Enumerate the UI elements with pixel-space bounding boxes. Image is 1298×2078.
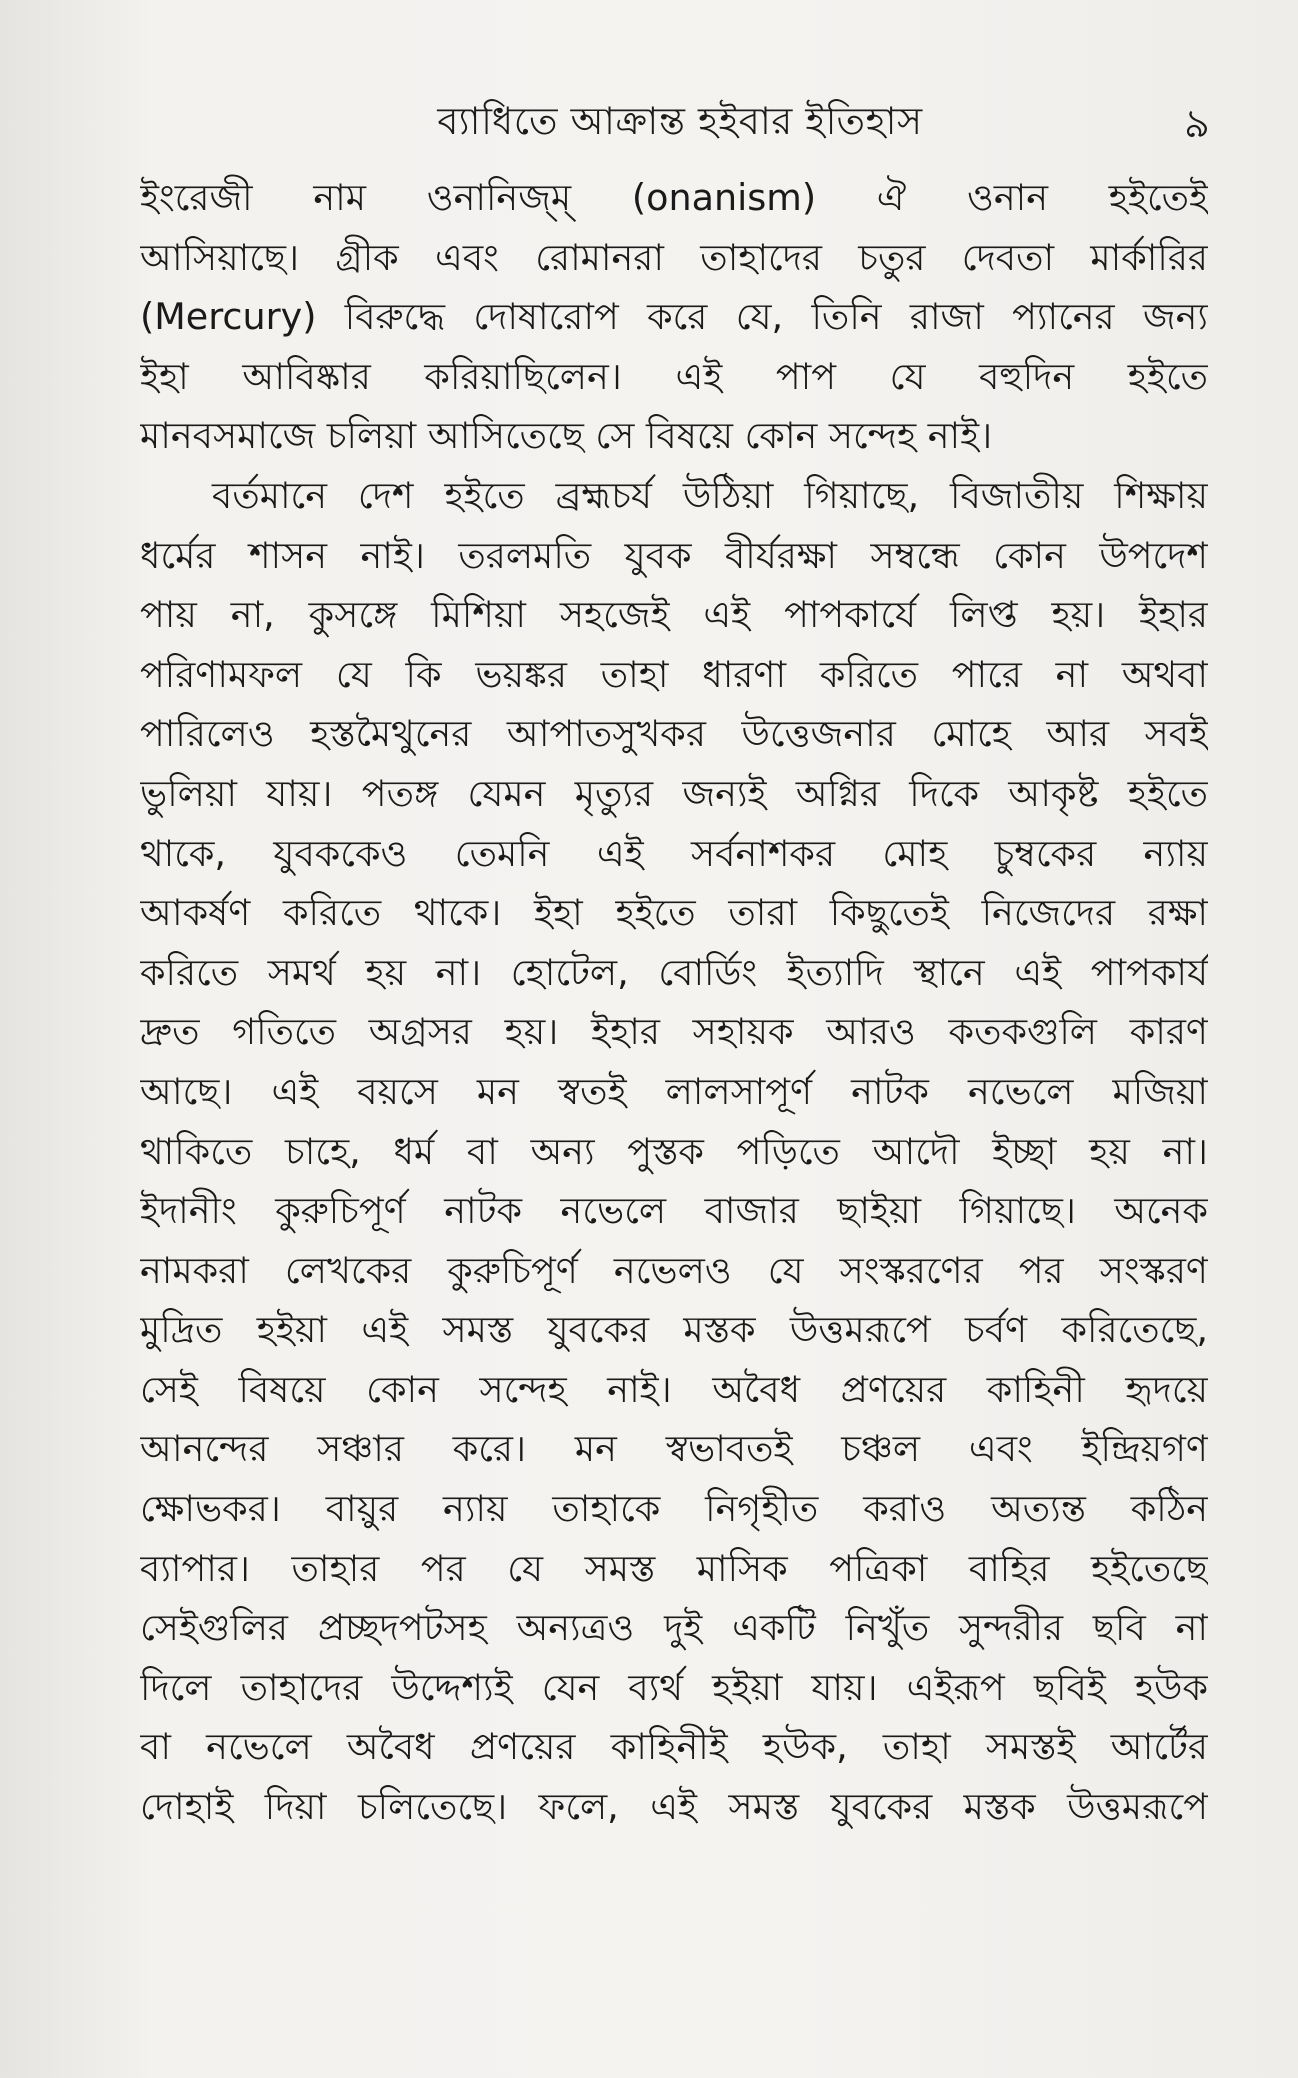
- text-line: ক্ষোভকর। বায়ুর ন্যায় তাহাকে নিগৃহীত করাও অত্যন্ত কঠিন: [140, 1487, 1208, 1531]
- text-line: দোহাই দিয়া চলিতেছে। ফলে, এই সমস্ত যুবকের মস্তক উত্তমরূপে: [140, 1785, 1208, 1829]
- text-line: (Mercury) বিরুদ্ধে দোষারোপ করে যে, তিনি রাজা প্যানের জন্য: [140, 295, 1208, 339]
- paragraph: [140, 466, 1208, 1837]
- running-head: ব্যাধিতে আক্রান্ত হইবার ইতিহাস: [437, 99, 923, 143]
- text-line: আনন্দের সঞ্চার করে। মন স্বভাবতই চঞ্চল এবং ইন্দ্রিয়গণ: [140, 1427, 1208, 1471]
- text-line: ব্যাপার। তাহার পর যে সমস্ত মাসিক পত্রিকা বাহির হইতেছে: [140, 1546, 1208, 1590]
- page-header: [150, 92, 1210, 152]
- text-line: দ্রুত গতিতে অগ্রসর হয়। ইহার সহায়ক আরও কতকগুলি কারণ: [140, 1010, 1208, 1054]
- text-line: পরিণামফল যে কি ভয়ঙ্কর তাহা ধারণা করিতে পারে না অথবা: [140, 652, 1208, 696]
- text-line: আছে। এই বয়সে মন স্বতই লালসাপূর্ণ নাটক নভেলে মজিয়া: [140, 1069, 1208, 1113]
- body-text: [140, 168, 1208, 1837]
- text-line: বা নভেলে অবৈধ প্রণয়ের কাহিনীই হউক, তাহা সমস্তই আর্টের: [140, 1725, 1208, 1769]
- text-line: ইহা আবিষ্কার করিয়াছিলেন। এই পাপ যে বহুদিন হইতে: [140, 354, 1208, 398]
- text-line: থাকিতে চাহে, ধর্ম বা অন্য পুস্তক পড়িতে আদৌ ইচ্ছা হয় না।: [140, 1129, 1208, 1173]
- text-line: করিতে সমর্থ হয় না। হোটেল, বোর্ডিং ইত্যাদি স্থানে এই পাপকার্য: [140, 950, 1208, 994]
- text-line: ভুলিয়া যায়। পতঙ্গ যেমন মৃত্যুর জন্যই অগ্নির দিকে আকৃষ্ট হইতে: [140, 771, 1208, 815]
- text-line: ইদানীং কুরুচিপূর্ণ নাটক নভেলে বাজার ছাইয়া গিয়াছে। অনেক: [140, 1189, 1208, 1233]
- text-line: মুদ্রিত হইয়া এই সমস্ত যুবকের মস্তক উত্তমরূপে চর্বণ করিতেছে,: [140, 1308, 1208, 1352]
- text-line: ইংরেজী নাম ওনানিজ্‌ম্ (onanism) ঐ ওনান হইতেই: [140, 176, 1208, 219]
- text-line: বর্তমানে দেশ হইতে ব্রহ্মচর্য উঠিয়া গিয়াছে, বিজাতীয় শিক্ষায়: [212, 473, 1208, 517]
- text-line: মানবসমাজে চলিয়া আসিতেছে সে বিষয়ে কোন সন্দেহ নাই।: [140, 414, 993, 458]
- text-line: সেই বিষয়ে কোন সন্দেহ নাই। অবৈধ প্রণয়ের কাহিনী হৃদয়ে: [140, 1367, 1208, 1411]
- text-line: পায় না, কুসঙ্গে মিশিয়া সহজেই এই পাপকার্যে লিপ্ত হয়। ইহার: [140, 593, 1208, 637]
- text-line: ধর্মের শাসন নাই। তরলমতি যুবক বীর্যরক্ষা সম্বন্ধে কোন উপদেশ: [140, 533, 1208, 577]
- text-line: পারিলেও হস্তমৈথুনের আপাতসুখকর উত্তেজনার মোহে আর সবই: [140, 712, 1208, 756]
- text-line: দিলে তাহাদের উদ্দেশ্যই যেন ব্যর্থ হইয়া যায়। এইরূপ ছবিই হউক: [140, 1665, 1208, 1709]
- text-line: আকর্ষণ করিতে থাকে। ইহা হইতে তারা কিছুতেই নিজেদের রক্ষা: [140, 891, 1208, 935]
- text-line: থাকে, যুবককেও তেমনি এই সর্বনাশকর মোহ চুম্বকের ন্যায়: [140, 831, 1208, 875]
- page-number: ৯: [1184, 101, 1210, 147]
- text-line: নামকরা লেখকের কুরুচিপূর্ণ নভেলও যে সংস্করণের পর সংস্করণ: [140, 1248, 1208, 1292]
- paragraph: [140, 168, 1208, 466]
- text-line: সেইগুলির প্রচ্ছদপটসহ অন্যত্রও দুই একটি নিখুঁত সুন্দরীর ছবি না: [140, 1606, 1208, 1650]
- text-line: আসিয়াছে। গ্রীক এবং রোমানরা তাহাদের চতুর দেবতা মার্কারির: [140, 235, 1208, 279]
